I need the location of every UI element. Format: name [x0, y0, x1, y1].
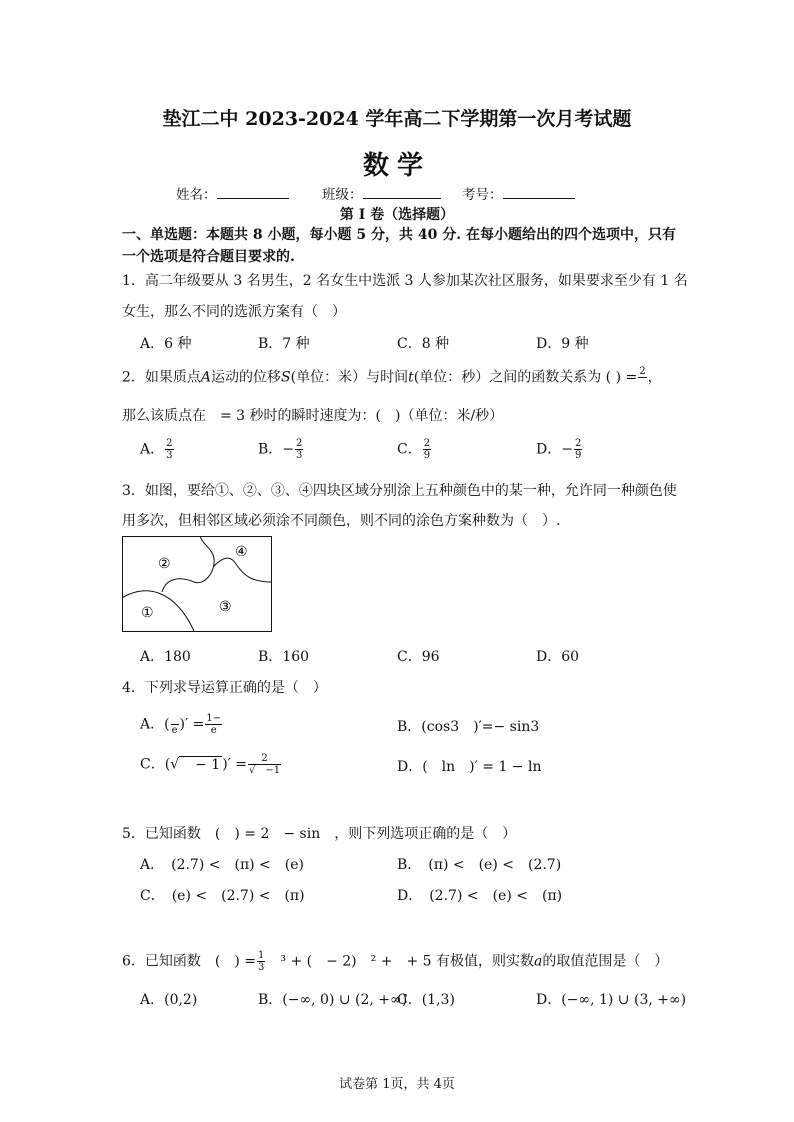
q2-option-a[interactable]: A． $\frac{2}{3}$	[140, 438, 173, 461]
region-map-diagram	[122, 536, 272, 632]
q4-option-c[interactable]: C．(√ − 1 )′ = $\frac{2}{√ -1}$	[140, 753, 281, 776]
q2-formula: ( ) =	[605, 369, 638, 386]
q3-stem-line1: 3．如图，要给①、②、③、④四块区域分别涂上五种颜色中的某一种，允许同一种颜色使	[122, 483, 677, 499]
q2-option-b[interactable]: B．− $\frac{2}{3}$	[258, 438, 303, 461]
q1-stem-line1: 1．高二年级要从 3 名男生，2 名女生中选派 3 人参加某次社区服务，如果要求至少有 1 名	[122, 273, 688, 289]
q6-stem: 6．已知函数 ( ) = $\frac{1}{3}$ ³ + ( − 2) ² + + 5 有极值，则实数a的取值范围是（ ）	[122, 950, 669, 973]
q4-option-b[interactable]: B．(cos3 )′=− sin3	[397, 719, 540, 735]
region-1-label: ①	[141, 605, 154, 621]
var-t: t	[408, 369, 414, 386]
name-label: 姓名：	[176, 187, 217, 203]
q2-stem-line2: 那么该质点在 = 3 秒时的瞬时速度为：( )（单位：米/秒）	[122, 408, 504, 424]
q6-option-c[interactable]: C．(1,3)	[397, 992, 455, 1008]
q5-option-d[interactable]: D． (2.7) < (e) < (π)	[397, 888, 563, 904]
q5-option-c[interactable]: C． (e) < (2.7) < (π)	[140, 888, 305, 904]
q1-option-a[interactable]: A．6 种	[140, 336, 192, 352]
q3-option-a[interactable]: A．180	[140, 649, 191, 665]
section-instructions: 一、单选题：本题共 8 小题，每小题 5 分，共 40 分. 在每小题给出的四个选项中，只有一个选项是符合题目要求的.	[122, 227, 676, 265]
region-2-label: ②	[158, 556, 171, 572]
q3-option-d[interactable]: D．60	[536, 649, 580, 665]
var-a: a	[533, 953, 543, 970]
class-field[interactable]	[322, 183, 441, 203]
q2-option-c[interactable]: C． $\frac{2}{9}$	[397, 438, 431, 461]
q1-option-d[interactable]: D．9 种	[536, 336, 589, 352]
q4-option-a[interactable]: A．( e )′ = $\frac{1-}{e}$	[140, 713, 222, 736]
q5-option-b[interactable]: B． (π) < (e) < (2.7)	[397, 857, 562, 873]
q1-stem-line2: 女生，那么不同的选派方案有（ ）	[122, 304, 346, 320]
q1-option-c[interactable]: C．8 种	[397, 336, 450, 352]
region-4-label: ④	[235, 544, 248, 560]
var-a: A	[200, 369, 212, 386]
boundary-3-4	[214, 558, 272, 582]
section-title: 第 I 卷（选择题）	[339, 207, 455, 223]
id-label: 考号：	[462, 187, 503, 203]
name-blank[interactable]	[217, 184, 289, 199]
region-3-label: ③	[219, 599, 232, 615]
q3-stem-line2: 用多次，但相邻区域必须涂不同颜色，则不同的涂色方案种数为（ ）.	[122, 513, 561, 529]
name-field[interactable]	[176, 183, 289, 203]
q6-option-a[interactable]: A．(0,2)	[140, 992, 198, 1008]
q2-stem-line1: 2．如果质点A运动的位移S(单位：米）与时间t(单位：秒）之间的函数关系为 ( ) = 2 ，	[122, 366, 662, 389]
q5-stem: 5．已知函数 ( ) = 2 − sin ，则下列选项正确的是（ ）	[122, 826, 517, 842]
boundary-1-3	[122, 591, 194, 631]
id-blank[interactable]	[503, 184, 575, 199]
exam-title: 垫江二中 2023-2024 学年高二下学期第一次月考试题	[162, 108, 632, 130]
q6-option-b[interactable]: B．(−∞, 0) ∪ (2, +∞)	[258, 992, 408, 1008]
q5-option-a[interactable]: A． (2.7) < (π) < (e)	[140, 857, 304, 873]
subject-heading: 数学	[362, 151, 431, 181]
var-s: S	[281, 369, 291, 386]
q3-option-b[interactable]: B．160	[258, 649, 310, 665]
page-footer: 试卷第 1页，共 4页	[339, 1077, 455, 1092]
q3-option-c[interactable]: C．96	[397, 649, 440, 665]
id-field[interactable]	[462, 183, 575, 203]
class-label: 班级：	[322, 187, 363, 203]
q1-option-b[interactable]: B．7 种	[258, 336, 310, 352]
class-blank[interactable]	[363, 184, 441, 199]
q6-option-d[interactable]: D．(−∞, 1) ∪ (3, +∞)	[536, 992, 687, 1008]
q4-stem: 4．下列求导运算正确的是（ ）	[122, 680, 327, 696]
q2-option-d[interactable]: D．− $\frac{2}{9}$	[536, 438, 582, 461]
q4-option-d[interactable]: D．( ln )′ = 1 − ln	[397, 759, 542, 775]
q2-formula-fraction: 2	[639, 366, 646, 377]
